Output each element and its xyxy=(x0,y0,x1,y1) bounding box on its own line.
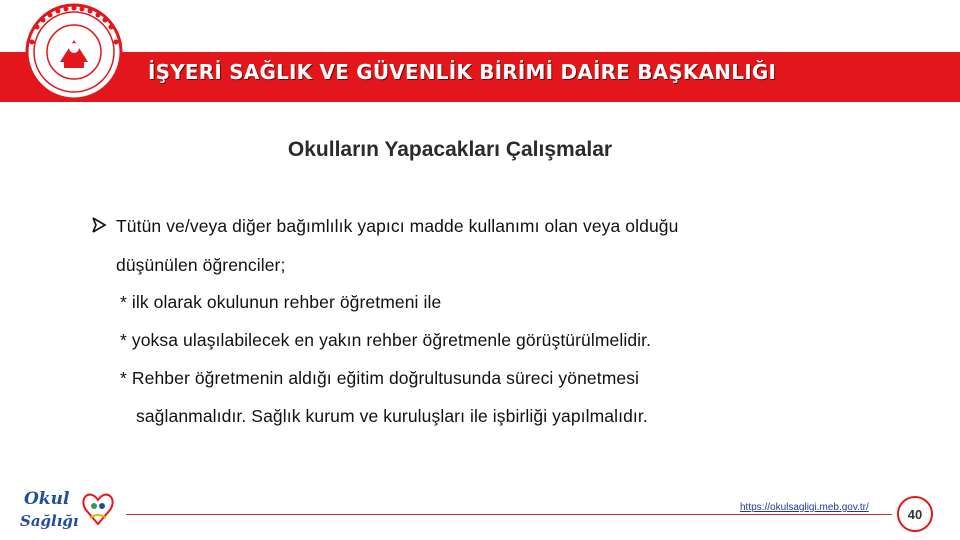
ministry-seal-icon xyxy=(20,2,128,102)
arrow-bullet-icon xyxy=(92,216,108,234)
svg-text:Okul: Okul xyxy=(24,489,70,509)
body-line-5: * Rehber öğretmenin aldığı eğitim doğrultusunda süreci yönetmesi xyxy=(120,368,640,388)
body-line-3: * ilk olarak okulunun rehber öğretmeni ile xyxy=(120,292,442,312)
svg-text:Sağlığı: Sağlığı xyxy=(20,512,79,530)
footer-rule xyxy=(126,514,892,515)
page-number-badge: 40 xyxy=(897,496,933,532)
footer-url-link[interactable]: https://okulsagligi.meb.gov.tr/ xyxy=(740,502,869,513)
body-line-1: Tütün ve/veya diğer bağımlılık yapıcı madde kullanımı olan veya olduğu xyxy=(116,216,679,236)
body-line-4: * yoksa ulaşılabilecek en yakın rehber öğretmenle görüştürülmelidir. xyxy=(120,330,652,350)
body-line-6: sağlanmalıdır. Sağlık kurum ve kuruluşları ile işbirliği yapılmalıdır. xyxy=(136,406,648,426)
okul-sagligi-logo-icon xyxy=(18,484,126,534)
body-line-2: düşünülen öğrenciler; xyxy=(116,255,286,275)
slide-title: Okulların Yapacakları Çalışmalar xyxy=(287,138,613,161)
header-title: İŞYERİ SAĞLIK VE GÜVENLİK BİRİMİ DAİRE BAŞKANLIĞI xyxy=(148,60,777,84)
